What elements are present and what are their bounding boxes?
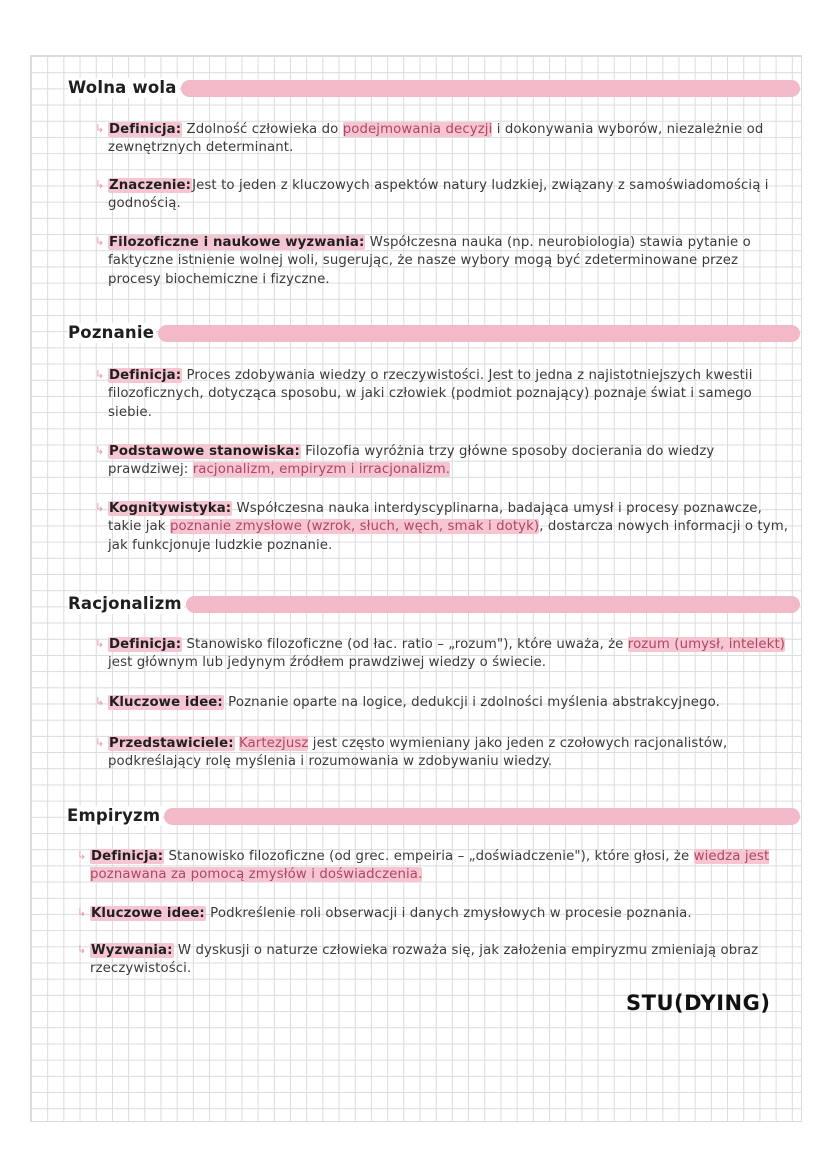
arrow-bullet-icon: ↳ xyxy=(77,906,87,919)
item-text xyxy=(108,122,763,155)
item-text-run: W dyskusji o naturze człowieka rozważa się, jak założenia empiryzmu zmieniają obraz rzeczywistości. xyxy=(90,943,759,977)
item-text xyxy=(108,178,769,211)
item-text-run: , dostarcza nowych informacji o tym, jak funkcjonuje ludzkie poznanie. xyxy=(108,519,789,553)
item-text xyxy=(206,906,692,921)
signature-stamp: STU(DYING) xyxy=(626,991,771,1015)
arrow-bullet-icon: ↳ xyxy=(95,501,105,514)
note-item xyxy=(95,735,758,772)
item-text-run: Filozofia wyróżnia trzy główne sposoby docierania do wiedzy prawdziwej: xyxy=(108,444,715,478)
arrow-bullet-icon: ↳ xyxy=(95,736,105,749)
note-item xyxy=(77,848,780,885)
highlighted-phrase: poznanie zmysłowe (wzrok, słuch, węch, smak i dotyk) xyxy=(169,519,540,535)
arrow-bullet-icon: ↳ xyxy=(95,235,105,248)
item-text-run: Stanowisko filozoficzne (od łac. ratio – „rozum"), które uważa, że xyxy=(182,637,628,652)
arrow-bullet-icon: ↳ xyxy=(95,122,105,135)
section-title: Racjonalizm xyxy=(68,594,182,613)
arrow-bullet-icon: ↳ xyxy=(77,943,87,956)
note-item xyxy=(95,121,783,158)
highlighted-phrase: rozum (umysł, intelekt) xyxy=(627,637,786,652)
note-item xyxy=(95,500,798,555)
item-label: Kognitywistyka: xyxy=(109,501,232,516)
highlighted-phrase: wiedza jest poznawana za pomocą zmysłów i doświadczenia. xyxy=(90,849,770,883)
arrow-bullet-icon: ↳ xyxy=(77,849,87,862)
item-label: Kluczowe idee: xyxy=(109,695,223,710)
note-item xyxy=(95,177,783,214)
arrow-bullet-icon: ↳ xyxy=(95,637,105,650)
arrow-bullet-icon: ↳ xyxy=(95,368,105,381)
highlighted-phrase: podejmowania decyzji xyxy=(342,122,493,137)
item-text-run: Stanowisko filozoficzne (od grec. empeiria – „doświadczenie"), które głosi, że xyxy=(164,849,694,864)
note-item xyxy=(77,942,780,979)
highlighted-phrase: Kartezjusz xyxy=(238,736,309,751)
item-label: Filozoficzne i naukowe wyzwania: xyxy=(109,235,365,250)
note-item xyxy=(95,694,788,712)
item-text xyxy=(108,637,785,670)
item-text-run: jest głównym lub jedynym źródłem prawdziwej wiedzy o świecie. xyxy=(108,655,547,671)
item-label: Definicja: xyxy=(109,637,182,652)
item-text-run: Podkreślenie roli obserwacji i danych zmysłowych w procesie poznania. xyxy=(205,906,692,921)
item-text-run: Zdolność człowieka do xyxy=(182,122,343,137)
item-label: Kluczowe idee: xyxy=(91,906,205,921)
item-label: Podstawowe stanowiska: xyxy=(109,444,300,459)
note-item xyxy=(95,636,788,673)
item-label: Definicja: xyxy=(91,849,164,864)
item-label: Definicja: xyxy=(109,368,182,383)
item-label: Definicja: xyxy=(109,122,182,137)
section-title: Empiryzm xyxy=(67,806,161,825)
item-text-run: Poznanie oparte na logice, dedukcji i zdolności myślenia abstrakcyjnego. xyxy=(223,695,720,710)
heading-highlight-bar xyxy=(186,596,800,613)
section-title: Poznanie xyxy=(68,323,155,342)
arrow-bullet-icon: ↳ xyxy=(95,444,105,457)
item-text xyxy=(90,943,758,976)
item-text-run: Współczesna nauka interdyscyplinarna, badająca umysł i procesy poznawcze, takie jak xyxy=(108,501,762,535)
item-label: Wyzwania: xyxy=(91,943,173,958)
note-item xyxy=(77,905,780,923)
item-label: Przedstawiciele: xyxy=(109,736,234,751)
item-text-run: Jest to jeden z kluczowych aspektów natury ludzkiej, związany z samoświadomością i godnością. xyxy=(108,178,769,212)
item-text-run: jest często wymieniany jako jeden z czołowych racjonalistów, podkreślający rolę myślenia i rozumowania w zdobywaniu wiedzy. xyxy=(108,736,728,770)
item-text-run: i dokonywania wyborów, niezależnie od zewnętrznych determinant. xyxy=(108,122,764,156)
heading-highlight-bar xyxy=(164,808,800,825)
item-text-run: Proces zdobywania wiedzy o rzeczywistości. Jest to jedna z najistotniejszych kwestii filozoficznych, dotycząca sposobu, w jaki człowiek (podmiot poznający) poznaje świat i samego siebie. xyxy=(108,368,753,420)
item-text xyxy=(90,849,769,882)
item-text-run: Współczesna nauka (np. neurobiologia) stawia pytanie o faktyczne istnienie wolnej woli, sugerując, że nasze wybory mogą być zdeterminowane przez procesy biochemiczne i fizyczne. xyxy=(108,235,751,287)
heading-highlight-bar xyxy=(158,325,800,342)
note-item xyxy=(95,234,778,289)
item-text xyxy=(224,695,720,710)
heading-highlight-bar xyxy=(181,80,800,97)
section-title: Wolna wola xyxy=(68,78,177,97)
arrow-bullet-icon: ↳ xyxy=(95,178,105,191)
note-item xyxy=(95,367,783,422)
item-text xyxy=(108,368,753,420)
highlighted-phrase: racjonalizm, empiryzm i irracjonalizm. xyxy=(192,462,451,478)
note-item xyxy=(95,443,748,480)
item-label: Znaczenie: xyxy=(109,178,192,193)
arrow-bullet-icon: ↳ xyxy=(95,695,105,708)
